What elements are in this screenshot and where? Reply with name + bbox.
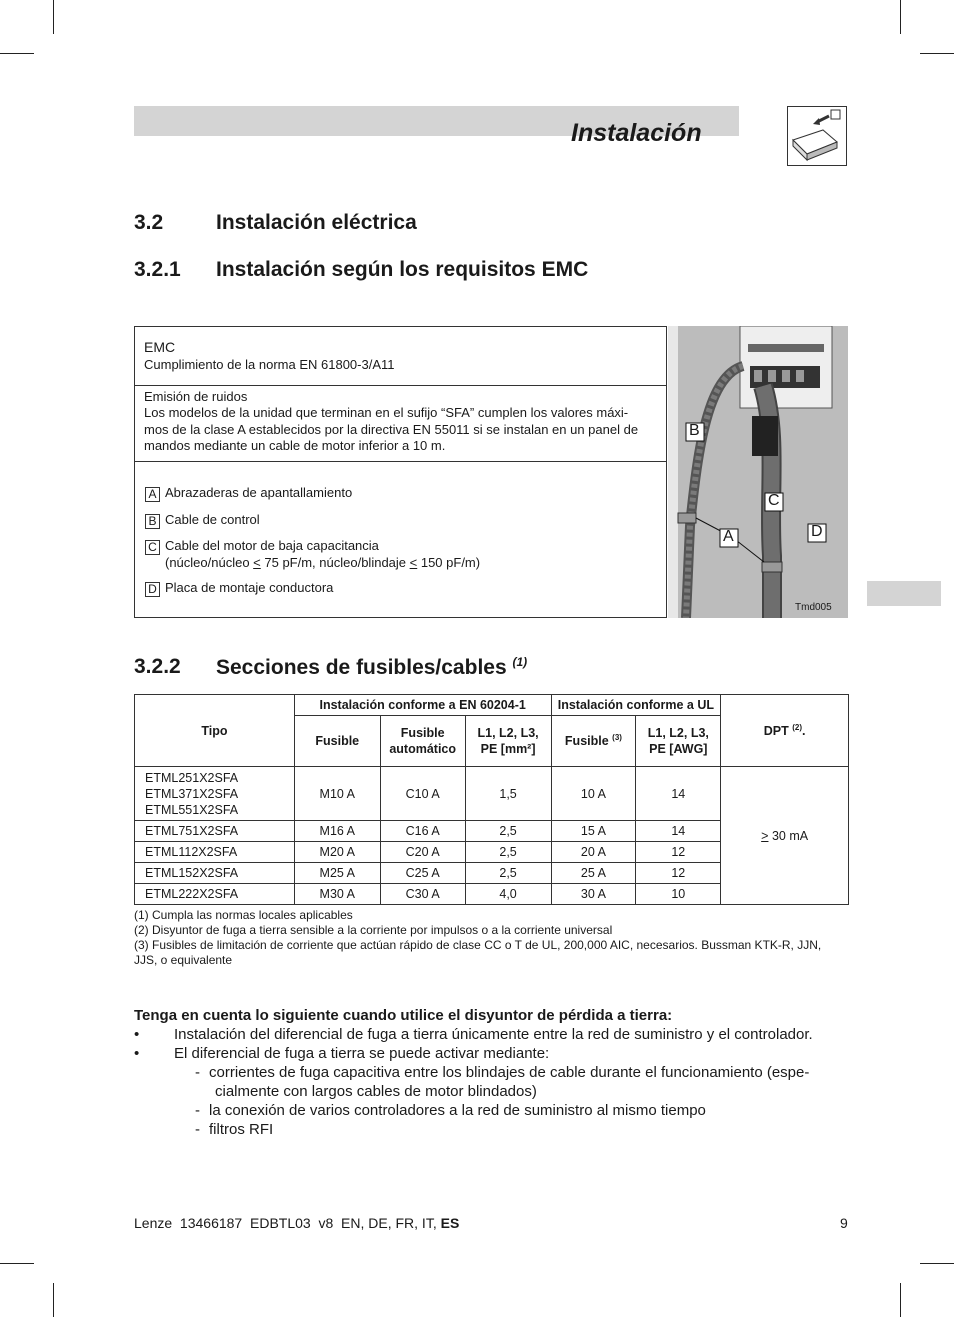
crop-mark — [0, 53, 34, 54]
bullet-item — [134, 1025, 849, 1044]
footer-text: Lenze 13466187 EDBTL03 v8 EN, DE, FR, IT, — [134, 1215, 441, 1231]
cell-tipo: ETML222X2SFA — [135, 884, 295, 905]
footnote-ref: (1) — [512, 655, 528, 669]
legend-text: Abrazaderas de apantallamiento — [165, 485, 353, 500]
header-fusible-ul — [551, 716, 636, 767]
header-ul: Instalación conforme a UL — [551, 695, 721, 716]
emc-info-box — [134, 326, 667, 618]
emc-wiring-photo — [668, 326, 848, 618]
cell-ul: 15 A — [551, 821, 636, 842]
cell-tipo: ETML251X2SFA ETML371X2SFA ETML551X2SFA — [135, 767, 295, 821]
section-number: 3.2 — [134, 211, 164, 234]
fuse-cable-table — [134, 694, 849, 905]
footnotes — [134, 908, 849, 968]
cell-tipo: ETML112X2SFA — [135, 842, 295, 863]
section-number: 3.2.1 — [134, 258, 181, 281]
crop-mark — [900, 1283, 901, 1317]
cell-dpt: > 30 mA — [721, 767, 849, 905]
header-fusible-automatico: Fusible automático — [380, 716, 465, 767]
cell-automatico: C25 A — [380, 863, 465, 884]
cell-fusible: M10 A — [294, 767, 380, 821]
noise-line: mandos mediante un cable de motor inferior a 10 m. — [144, 438, 446, 453]
sub-item-continued: cialmente con largos cables de motor blindados) — [215, 1083, 537, 1100]
emc-title: EMC — [144, 339, 176, 355]
header-fusible-ul-text: Fusible — [564, 734, 609, 749]
cell-awg: 10 — [636, 884, 721, 905]
header-tipo: Tipo — [135, 695, 295, 767]
dash-icon: - — [195, 1121, 200, 1138]
notice-heading: Tenga en cuenta lo siguiente cuando utilice el disyuntor de pérdida a tierra: — [134, 1007, 673, 1024]
legend-text: Placa de montaje conductora — [165, 580, 334, 595]
header-cable-awg: L1, L2, L3, PE [AWG] — [636, 716, 721, 767]
footnote: (2) Disyuntor de fuga a tierra sensible a la corriente por impulsos o a la corriente universal — [134, 923, 613, 937]
cell-ul: 10 A — [551, 767, 636, 821]
section-number: 3.2.2 — [134, 655, 181, 678]
bullet-icon: • — [134, 1026, 140, 1043]
footer-lang: ES — [440, 1215, 460, 1231]
cell-tipo: ETML751X2SFA — [135, 821, 295, 842]
cell-mm2: 4,0 — [465, 884, 551, 905]
sub-item — [134, 1063, 849, 1082]
cell-fusible: M30 A — [294, 884, 380, 905]
cell-fusible: M25 A — [294, 863, 380, 884]
side-tab — [867, 581, 941, 606]
footnote: (3) Fusibles de limitación de corriente que actúan rápido de clase CC o T de UL, 200,000 AIC, necesarios. Bussman KTK-R, JJN, — [134, 938, 822, 952]
page-number: 9 — [840, 1215, 848, 1231]
cell-ul: 20 A — [551, 842, 636, 863]
legend-key: C — [145, 540, 160, 555]
cell-mm2: 1,5 — [465, 767, 551, 821]
cell-fusible: M16 A — [294, 821, 380, 842]
cell-awg: 14 — [636, 821, 721, 842]
cell-mm2: 2,5 — [465, 821, 551, 842]
header-cable-mm2: L1, L2, L3, PE [mm²] — [465, 716, 551, 767]
sub-item — [134, 1101, 849, 1120]
sub-text: corrientes de fuga capacitiva entre los blindajes de cable durante el funcionamiento (espe- — [209, 1064, 810, 1081]
cell-automatico: C10 A — [380, 767, 465, 821]
cell-mm2: 2,5 — [465, 863, 551, 884]
legend-item-d — [145, 580, 333, 597]
crop-mark — [53, 0, 54, 34]
sub-text: filtros RFI — [209, 1121, 274, 1138]
sub-text: la conexión de varios controladores a la red de suministro al mismo tiempo — [209, 1102, 706, 1119]
header-dpt-text: DPT — [763, 724, 789, 739]
photo-label-c: C — [768, 492, 780, 509]
emc-noise-section — [135, 385, 666, 462]
legend-item-a — [145, 485, 352, 502]
sub-item — [134, 1120, 849, 1139]
table-row — [135, 767, 849, 821]
page-footer — [134, 1215, 459, 1231]
crop-mark — [53, 1283, 54, 1317]
footnote: (1) Cumpla las normas locales aplicables — [134, 908, 353, 922]
legend-text: Cable del motor de baja capacitancia — [165, 538, 379, 553]
cell-mm2: 2,5 — [465, 842, 551, 863]
bullet-item — [134, 1044, 849, 1063]
page-title: Instalación — [571, 119, 702, 147]
crop-mark — [0, 1263, 34, 1264]
bullet-text: Instalación del diferencial de fuga a tierra únicamente entre la red de suministro y el controlador. — [174, 1026, 813, 1043]
legend-text-detail: (núcleo/núcleo < 75 pF/m, núcleo/blindaje < 150 pF/m) — [165, 555, 481, 570]
cell-automatico: C16 A — [380, 821, 465, 842]
dash-icon: - — [195, 1064, 200, 1081]
cell-fusible: M20 A — [294, 842, 380, 863]
cell-tipo: ETML152X2SFA — [135, 863, 295, 884]
header-fusible: Fusible — [294, 716, 380, 767]
section-title — [216, 655, 527, 680]
legend-key: A — [145, 487, 160, 502]
legend-key: D — [145, 582, 160, 597]
photo-code: Tmd005 — [795, 602, 832, 613]
legend-key: B — [145, 514, 160, 529]
cell-awg: 12 — [636, 842, 721, 863]
cell-awg: 14 — [636, 767, 721, 821]
photo-label-a: A — [723, 528, 734, 545]
noise-title: Emisión de ruidos — [144, 389, 248, 404]
legend-item-b — [145, 512, 260, 529]
crop-mark — [920, 53, 954, 54]
section-title: Instalación según los requisitos EMC — [216, 258, 589, 281]
emc-compliance: Cumplimiento de la norma EN 61800-3/A11 — [144, 357, 395, 372]
noise-line: mos de la clase A establecidos por la directiva EN 55011 si se instalan en un panel de — [144, 421, 639, 437]
ground-fault-notice — [134, 1006, 849, 1139]
photo-label-b: B — [689, 422, 700, 439]
cell-automatico: C30 A — [380, 884, 465, 905]
noise-line: Los modelos de la unidad que terminan en el sufijo “SFA” cumplen los valores máxi- — [144, 405, 629, 420]
legend-text: Cable de control — [165, 512, 260, 527]
bullet-text: El diferencial de fuga a tierra se puede activar mediante: — [174, 1045, 550, 1062]
crop-mark — [920, 1263, 954, 1264]
section-title-text: Secciones de fusibles/cables — [216, 656, 507, 679]
header-dpt: DPT $^{(2)}$. — [721, 695, 849, 767]
noise-text — [144, 405, 659, 455]
section-title: Instalación eléctrica — [216, 211, 417, 234]
footnote: JJS, o equivalente — [134, 953, 233, 967]
legend-item-c — [145, 538, 480, 571]
footnote-ref: (3) — [612, 733, 622, 743]
header-en60204: Instalación conforme a EN 60204-1 — [294, 695, 551, 716]
cell-ul: 25 A — [551, 863, 636, 884]
install-box-icon — [787, 106, 847, 166]
cell-automatico: C20 A — [380, 842, 465, 863]
emc-compliance-section — [135, 327, 666, 386]
cell-awg: 12 — [636, 863, 721, 884]
photo-label-d: D — [811, 523, 823, 540]
footnote-ref: (2) — [792, 722, 803, 732]
dash-icon: - — [195, 1102, 200, 1119]
bullet-icon: • — [134, 1045, 140, 1062]
cell-ul: 30 A — [551, 884, 636, 905]
crop-mark — [900, 0, 901, 34]
